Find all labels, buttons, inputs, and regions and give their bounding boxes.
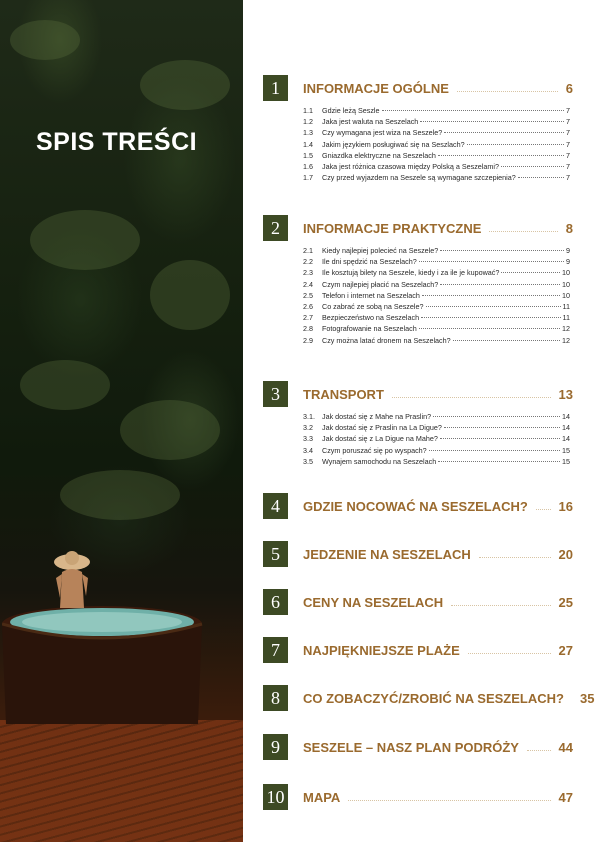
- item-number: 3.4: [303, 445, 313, 455]
- item-number: 1.2: [303, 117, 313, 127]
- section-title: INFORMACJE OGÓLNE: [303, 80, 449, 96]
- section-title: INFORMACJE PRAKTYCZNE: [303, 220, 482, 236]
- section-title: CO ZOBACZYĆ/ZROBIĆ NA SESZELACH?: [303, 690, 564, 706]
- toc-item[interactable]: [303, 423, 570, 434]
- toc-item[interactable]: [303, 151, 570, 162]
- toc-item[interactable]: [303, 457, 570, 468]
- item-page: 14: [562, 423, 570, 433]
- dot-leader: [348, 800, 550, 801]
- item-page: 15: [562, 456, 570, 466]
- toc-item[interactable]: [303, 336, 570, 347]
- item-page: 7: [566, 106, 570, 115]
- item-number: 2.6: [303, 301, 313, 311]
- toc-item[interactable]: [303, 268, 570, 279]
- dot-leader: [433, 416, 560, 417]
- item-number: 1.5: [303, 150, 313, 160]
- item-text: Jak dostać się z Mahe na Praslin?: [322, 412, 432, 421]
- item-text: Fotografowanie na Seszelach: [322, 324, 417, 334]
- toc-item[interactable]: [303, 117, 570, 128]
- item-number: 2.1: [303, 246, 313, 255]
- item-text: Wynajem samochodu na Seszelach: [322, 456, 437, 466]
- section-number: 6: [263, 589, 288, 615]
- toc-item[interactable]: [303, 128, 570, 139]
- toc-item[interactable]: [303, 140, 570, 151]
- section-number: 2: [263, 215, 288, 241]
- dot-leader: [419, 328, 560, 329]
- item-page: 15: [562, 445, 570, 455]
- dot-leader: [421, 317, 560, 318]
- dot-leader: [501, 272, 560, 273]
- dot-leader: [518, 177, 564, 178]
- item-page: 7: [566, 128, 570, 138]
- section-number: 10: [263, 784, 288, 810]
- dot-leader: [420, 121, 564, 122]
- section-page: 35: [579, 690, 595, 706]
- section-title: GDZIE NOCOWAĆ NA SESZELACH?: [303, 498, 528, 514]
- section-title: JEDZENIE NA SESZELACH: [303, 546, 471, 562]
- dot-leader: [444, 427, 560, 428]
- item-page: 11: [562, 301, 570, 311]
- item-number: 1.1: [303, 106, 313, 115]
- item-text: Telefon i internet na Seszelach: [322, 290, 420, 300]
- dot-leader: [444, 132, 564, 133]
- dot-leader: [451, 605, 550, 606]
- item-page: 11: [562, 313, 570, 323]
- item-page: 9: [566, 257, 570, 267]
- item-number: 1.3: [303, 128, 313, 138]
- item-number: 2.7: [303, 313, 313, 323]
- toc-item[interactable]: [303, 313, 570, 324]
- toc-item[interactable]: [303, 162, 570, 173]
- toc-item[interactable]: [303, 280, 570, 291]
- dot-leader: [467, 144, 564, 145]
- item-text: Jak dostać się z Praslin na La Digue?: [322, 423, 442, 433]
- item-text: Bezpieczeństwo na Seszelach: [322, 313, 420, 323]
- item-text: Jakim językiem posługiwać się na Seszlach?: [322, 139, 465, 149]
- dot-leader: [457, 91, 558, 92]
- subsection-list: [303, 246, 570, 347]
- item-text: Czy wymagana jest wiza na Seszele?: [322, 128, 443, 138]
- section-number: 1: [263, 75, 288, 101]
- item-number: 3.1.: [303, 412, 315, 421]
- dot-leader: [440, 438, 560, 439]
- section-page: 25: [558, 594, 573, 610]
- item-number: 1.4: [303, 139, 313, 149]
- toc-item[interactable]: [303, 173, 570, 184]
- item-number: 3.3: [303, 434, 313, 444]
- dot-leader: [429, 450, 560, 451]
- item-number: 3.5: [303, 456, 313, 466]
- item-number: 1.7: [303, 173, 313, 183]
- dot-leader: [527, 750, 551, 751]
- item-page: 7: [566, 173, 570, 183]
- page-title: SPIS TREŚCI: [36, 128, 198, 156]
- toc-item[interactable]: [303, 446, 570, 457]
- section-number: 3: [263, 381, 288, 407]
- toc-item[interactable]: [303, 106, 570, 117]
- item-text: Czy można latać dronem na Seszelach?: [322, 335, 451, 345]
- section-number: 7: [263, 637, 288, 663]
- toc-item[interactable]: [303, 246, 570, 257]
- subsection-list: [303, 412, 570, 468]
- dot-leader: [440, 284, 560, 285]
- subsection-list: [303, 106, 570, 184]
- dot-leader: [501, 166, 564, 167]
- item-number: 2.9: [303, 335, 313, 345]
- item-text: Jaka jest różnica czasowa między Polską a Seszelami?: [322, 161, 499, 171]
- item-text: Gniazdka elektryczne na Seszelach: [322, 150, 436, 160]
- section-page: 44: [558, 739, 573, 755]
- section-title: MAPA: [303, 789, 341, 805]
- item-number: 2.8: [303, 324, 313, 334]
- item-text: Kiedy najlepiej polecieć na Seszele?: [322, 246, 439, 255]
- item-number: 2.3: [303, 268, 313, 278]
- item-page: 12: [562, 324, 570, 334]
- section-page: 8: [565, 220, 573, 236]
- item-number: 2.2: [303, 257, 313, 267]
- section-page: 13: [558, 386, 573, 402]
- dot-leader: [438, 461, 560, 462]
- section-page: 27: [558, 642, 573, 658]
- section-page: 47: [558, 789, 573, 805]
- section-number: 5: [263, 541, 288, 567]
- item-number: 3.2: [303, 423, 313, 433]
- item-page: 12: [562, 335, 570, 345]
- item-text: Co zabrać ze sobą na Seszele?: [322, 301, 424, 311]
- dot-leader: [440, 250, 564, 251]
- dot-leader: [536, 509, 551, 510]
- dot-leader: [438, 155, 564, 156]
- item-page: 7: [566, 139, 570, 149]
- dot-leader: [382, 110, 564, 111]
- item-text: Ile kosztują bilety na Seszele, kiedy i za ile je kupować?: [322, 268, 500, 278]
- item-text: Czy przed wyjazdem na Seszele są wymagane szczepienia?: [322, 173, 516, 183]
- section-page: 20: [558, 546, 573, 562]
- section-number: 4: [263, 493, 288, 519]
- dot-leader: [468, 653, 551, 654]
- item-page: 9: [566, 246, 570, 255]
- item-page: 10: [562, 268, 570, 278]
- hot-tub-image: [2, 604, 207, 724]
- section-title: TRANSPORT: [303, 386, 384, 402]
- section-title: NAJPIĘKNIEJSZE PLAŻE: [303, 642, 460, 658]
- item-number: 1.6: [303, 161, 313, 171]
- toc-item[interactable]: [303, 324, 570, 335]
- woman-in-hat-image: [48, 548, 98, 618]
- dot-leader: [419, 261, 564, 262]
- item-page: 7: [566, 150, 570, 160]
- wooden-deck: [0, 720, 243, 842]
- item-page: 10: [562, 290, 570, 300]
- item-number: 2.5: [303, 290, 313, 300]
- item-page: 10: [562, 279, 570, 289]
- dot-leader: [489, 231, 557, 232]
- item-page: 7: [566, 161, 570, 171]
- item-text: Czym poruszać się po wyspach?: [322, 445, 427, 455]
- item-text: Jaka jest waluta na Seszelach: [322, 117, 419, 127]
- cover-photo: [0, 0, 243, 842]
- item-page: 7: [566, 117, 570, 127]
- section-title: CENY NA SESZELACH: [303, 594, 444, 610]
- item-text: Ile dni spędzić na Seszelach?: [322, 257, 417, 267]
- section-page: 6: [565, 80, 573, 96]
- item-page: 14: [562, 434, 570, 444]
- toc-item[interactable]: [303, 302, 570, 313]
- section-number: 8: [263, 685, 288, 711]
- item-page: 14: [562, 412, 570, 421]
- item-number: 2.4: [303, 279, 313, 289]
- section-title: SESZELE – NASZ PLAN PODRÓŻY: [303, 739, 519, 755]
- item-text: Jak dostać się z La Digue na Mahe?: [322, 434, 438, 444]
- dot-leader: [392, 397, 551, 398]
- dot-leader: [426, 306, 561, 307]
- dot-leader: [479, 557, 551, 558]
- dot-leader: [422, 295, 560, 296]
- item-text: Czym najlepiej płacić na Seszelach?: [322, 279, 439, 289]
- toc-item[interactable]: [303, 412, 570, 423]
- section-page: 16: [558, 498, 573, 514]
- toc-item[interactable]: [303, 291, 570, 302]
- toc-item[interactable]: [303, 257, 570, 268]
- item-text: Gdzie leżą Seszle: [322, 106, 380, 115]
- dot-leader: [453, 340, 560, 341]
- section-number: 9: [263, 734, 288, 760]
- toc-item[interactable]: [303, 434, 570, 445]
